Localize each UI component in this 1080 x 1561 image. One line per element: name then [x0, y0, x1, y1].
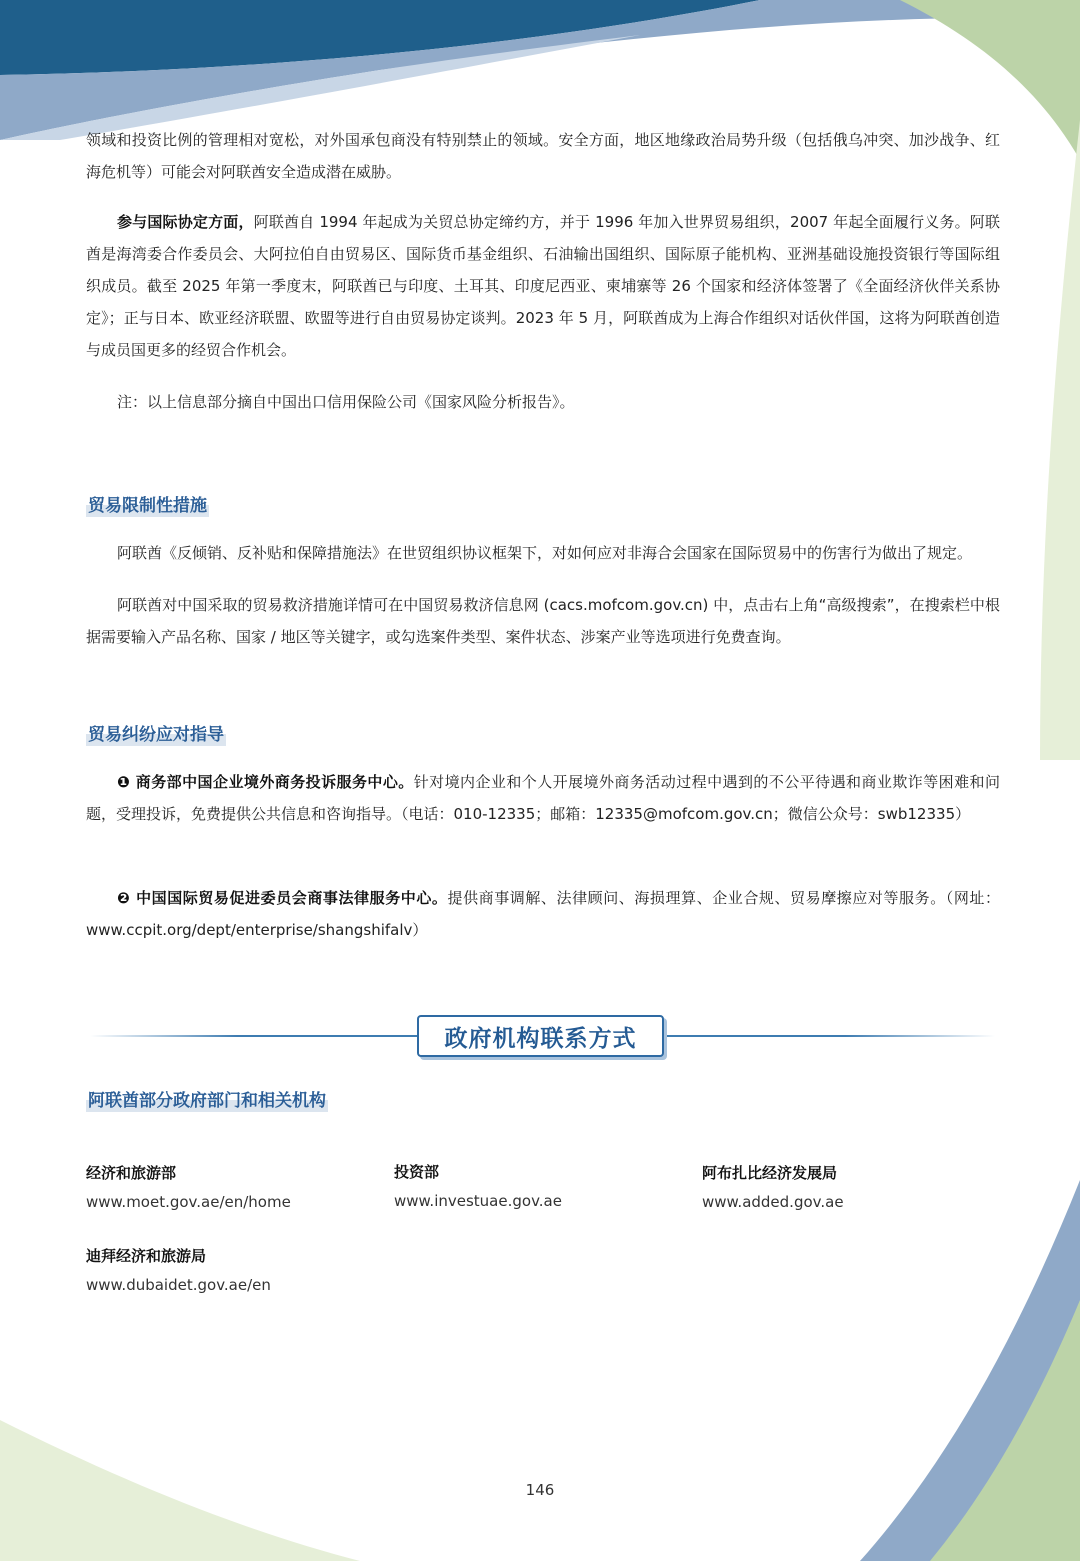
trade-restrictions-paragraph-1: 阿联酋《反倾销、反补贴和保障措施法》在世贸组织协议框架下，对如何应对非海合会国家在国际贸易中的伤害行为做出了规定。 — [117, 544, 973, 562]
trade-restrictions-heading: 贸易限制性措施 — [86, 490, 209, 517]
contact-dubaidet — [86, 1244, 271, 1302]
intro-paragraph: 领域和投资比例的管理相对宽松，对外国承包商没有特别禁止的领域。安全方面，地区地缘政治局势升级（包括俄乌冲突、加沙战争、红海危机等）可能会对阿联酋安全造成潜在威胁。 — [86, 131, 1000, 181]
contact-investuae — [394, 1160, 562, 1218]
dispute-item-1-label: ❶ 商务部中国企业境外商务投诉服务中心。 — [117, 773, 414, 791]
dispute-item-1-text: 针对境内企业和个人开展境外商务活动过程中遇到的不公平待遇和商业欺诈等困难和问题，受理投诉，免费提供公共信息和咨询指导。（电话：010-12335；邮箱：12335@mofcom.gov.cn；微信公众号：swb12335） — [86, 773, 1000, 823]
dispute-item-2-text: 提供商事调解、法律顾问、海损理算、企业合规、贸易摩擦应对等服务。（网址：www.ccpit.org/dept/enterprise/shangshifalv） — [86, 889, 1000, 939]
contact-name: 经济和旅游部 — [86, 1164, 177, 1182]
dispute-guidance-heading: 贸易纠纷应对指导 — [86, 719, 226, 746]
contact-name: 投资部 — [394, 1163, 440, 1181]
contact-url-link[interactable]: www.dubaidet.gov.ae/en — [86, 1276, 271, 1294]
page-number: 146 — [525, 1481, 555, 1499]
contact-name: 阿布扎比经济发展局 — [702, 1164, 838, 1182]
agreements-paragraph — [86, 206, 1000, 366]
banner-line-right — [662, 1035, 995, 1037]
contact-added — [702, 1161, 844, 1219]
agreements-text: 阿联酋自 1994 年起成为关贸总协定缔约方，并于 1996 年加入世界贸易组织，2007 年起全面履行义务。阿联酋是海湾委合作委员会、大阿拉伯自由贸易区、国际货币基金组织、石油输出国组织、国际原子能机构、亚洲基础设施投资银行等国际组织成员。截至 2025 年第一季度末，阿联酋已与印度、土耳其、印度尼西亚、柬埔寨等 26 个国家和经济体签署了《全面经济伙伴关系协定》；正与日本、欧亚经济联盟、欧盟等进行自由贸易协定谈判。2023 年 5 月，阿联酋成为上海合作组织对话伙伴国，这将为阿联酋创造与成员国更多的经贸合作机会。 — [86, 213, 1000, 359]
agreements-label: 参与国际协定方面， — [117, 213, 254, 231]
contact-moet — [86, 1161, 291, 1219]
dispute-item-2-label: ❷ 中国国际贸易促进委员会商事法律服务中心。 — [117, 889, 448, 907]
contact-url-link[interactable]: www.moet.gov.ae/en/home — [86, 1193, 291, 1211]
banner-line-left — [90, 1035, 417, 1037]
trade-restrictions-paragraph-2: 阿联酋对中国采取的贸易救济措施详情可在中国贸易救济信息网 (cacs.mofcom.gov.cn) 中，点击右上角“高级搜索”，在搜索栏中根据需要输入产品名称、国家 / 地区等关键字，或勾选案件类型、案件状态、涉案产业等选项进行免费查询。 — [86, 596, 1000, 646]
contact-url-link[interactable]: www.added.gov.ae — [702, 1193, 844, 1211]
gov-contacts-heading: 阿联酋部分政府部门和相关机构 — [86, 1085, 328, 1112]
contact-url-link[interactable]: www.investuae.gov.ae — [394, 1192, 562, 1210]
contact-name: 迪拜经济和旅游局 — [86, 1247, 207, 1265]
dispute-item-1 — [86, 766, 1000, 830]
gov-contacts-banner: 政府机构联系方式 — [417, 1015, 664, 1057]
source-note: 注：以上信息部分摘自中国出口信用保险公司《国家风险分析报告》。 — [117, 393, 575, 411]
dispute-item-2 — [86, 882, 1000, 946]
